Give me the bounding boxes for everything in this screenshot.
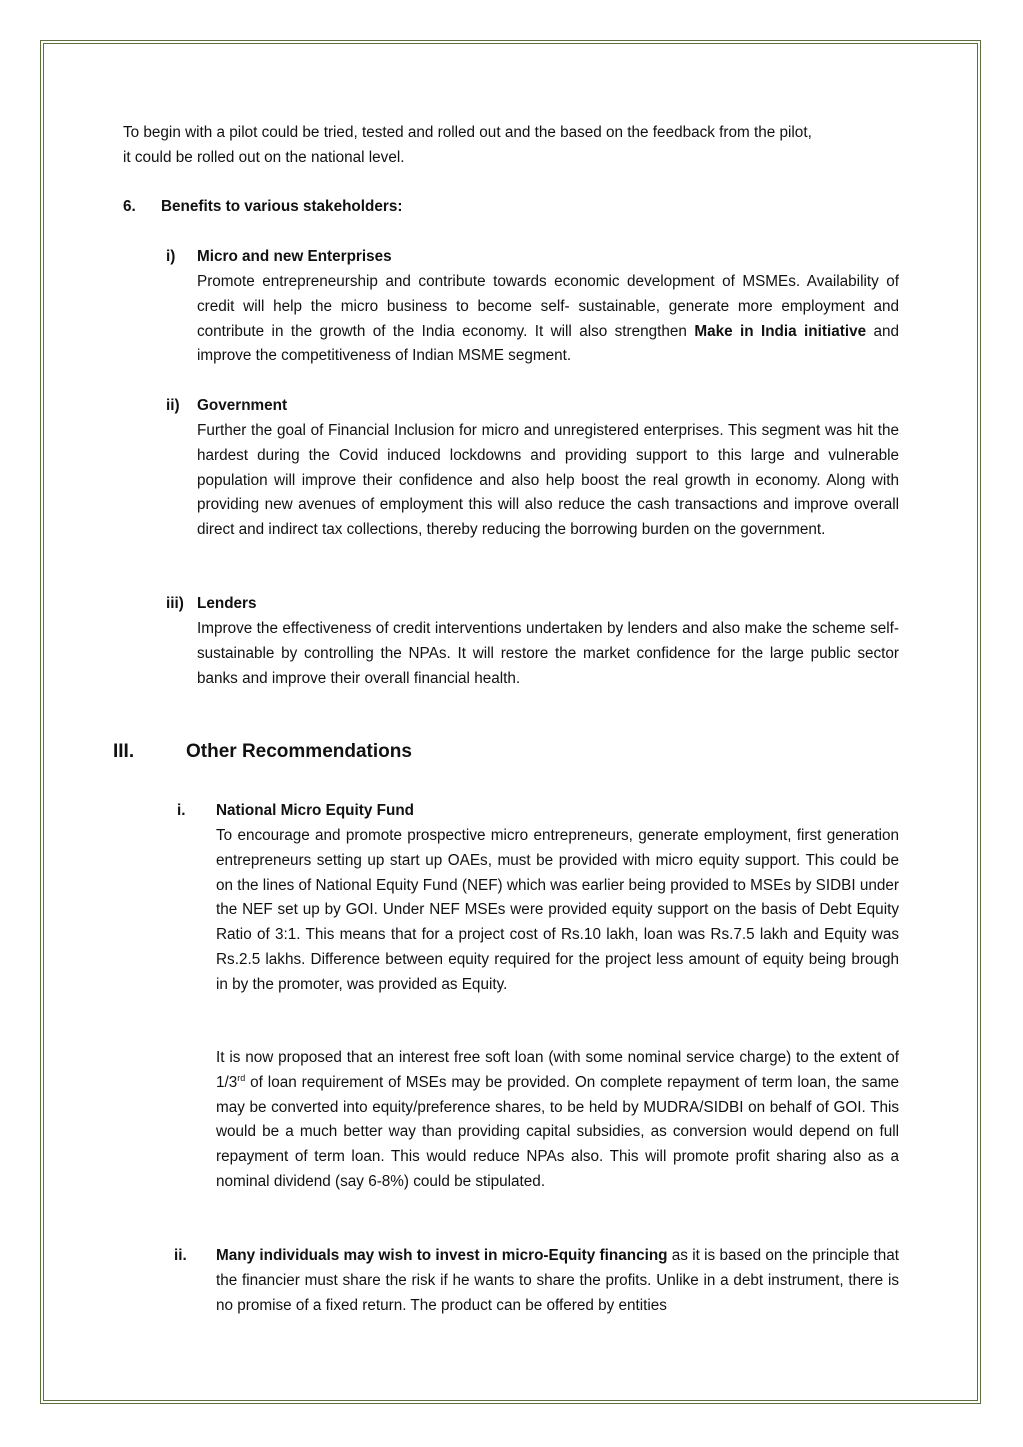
benefit-title-3: Lenders [197, 595, 257, 612]
intro-line-2: it could be rolled out on the national level. [123, 149, 405, 166]
recommendation-para-1: To encourage and promote prospective micro entrepreneurs, generate employment, first generation entrepreneurs setting up start up OAEs, must be provided with micro equity support. This could be on the lines of National Equity Fund (NEF) which was earlier being provided to MSEs by SIDBI under the NEF set up by GOI. Under NEF MSEs were provided equity support on the basis of Debt Equity Ratio of 3:1. This means that for a project cost of Rs.10 lakh, loan was Rs.7.5 lakh and Equity was Rs.2.5 lakhs. Difference between equity required for the project less amount of equity being brough in by the promoter, was provided as Equity. [216, 827, 899, 993]
recommendation-title-1: National Micro Equity Fund [216, 802, 415, 819]
benefit-text-2: Further the goal of Financial Inclusion for micro and unregistered enterprises. This segment was hit the hardest during the Covid induced lockdowns and providing support to this large and vulnerable population will improve their confidence and also help boost the real growth in economy. Along with providing new avenues of employment this will also reduce the cash transactions and improve overall direct and indirect tax collections, thereby reducing the borrowing burden on the government. [197, 422, 899, 539]
recommendation-marker-1: i. [177, 802, 186, 819]
benefit-marker-1: i) [166, 248, 176, 265]
intro-line-1: To begin with a pilot could be tried, tested and rolled out and the based on the feedback from the pilot, [123, 124, 812, 141]
page-border-inner [43, 43, 978, 1401]
benefit-title-1: Micro and new Enterprises [197, 248, 392, 265]
recommendation-marker-2: ii. [174, 1247, 187, 1264]
benefits-heading: Benefits to various stakeholders: [161, 198, 403, 215]
recommendation-para-3: Many individuals may wish to invest in micro-Equity financing as it is based on the principle that the financier must share the risk if he wants to share the profits. Unlike in a debt instrument, there is no promise of a fixed return. The product can be offered by entities [216, 1247, 899, 1314]
benefits-number: 6. [123, 198, 136, 215]
benefit-text-1: Promote entrepreneurship and contribute towards economic development of MSMEs. Availability of credit will help the micro business to become self- sustainable, generate more employment and contribute in the growth of the India economy. It will also strengthen Make in India initiative and improve the competitiveness of Indian MSME segment. [197, 273, 899, 365]
section-number: III. [113, 741, 135, 762]
benefit-text-3: Improve the effectiveness of credit interventions undertaken by lenders and also make the scheme self-sustainable by controlling the NPAs. It will restore the market confidence for the large public sector banks and improve their overall financial health. [197, 620, 899, 687]
section-heading: Other Recommendations [186, 741, 412, 762]
recommendation-para-2: It is now proposed that an interest free soft loan (with some nominal service charge) to the extent of 1/3rd of loan requirement of MSEs may be provided. On complete repayment of term loan, the same may be converted into equity/preference shares, to be held by MUDRA/SIDBI on behalf of GOI. This would be a much better way than providing capital subsidies, as conversion would depend on full repayment of term loan. This would reduce NPAs also. This will promote profit sharing also as a nominal dividend (say 6-8%) could be stipulated. [216, 1049, 899, 1190]
benefit-marker-2: ii) [166, 397, 180, 414]
benefit-marker-3: iii) [166, 595, 184, 612]
benefit-title-2: Government [197, 397, 288, 414]
